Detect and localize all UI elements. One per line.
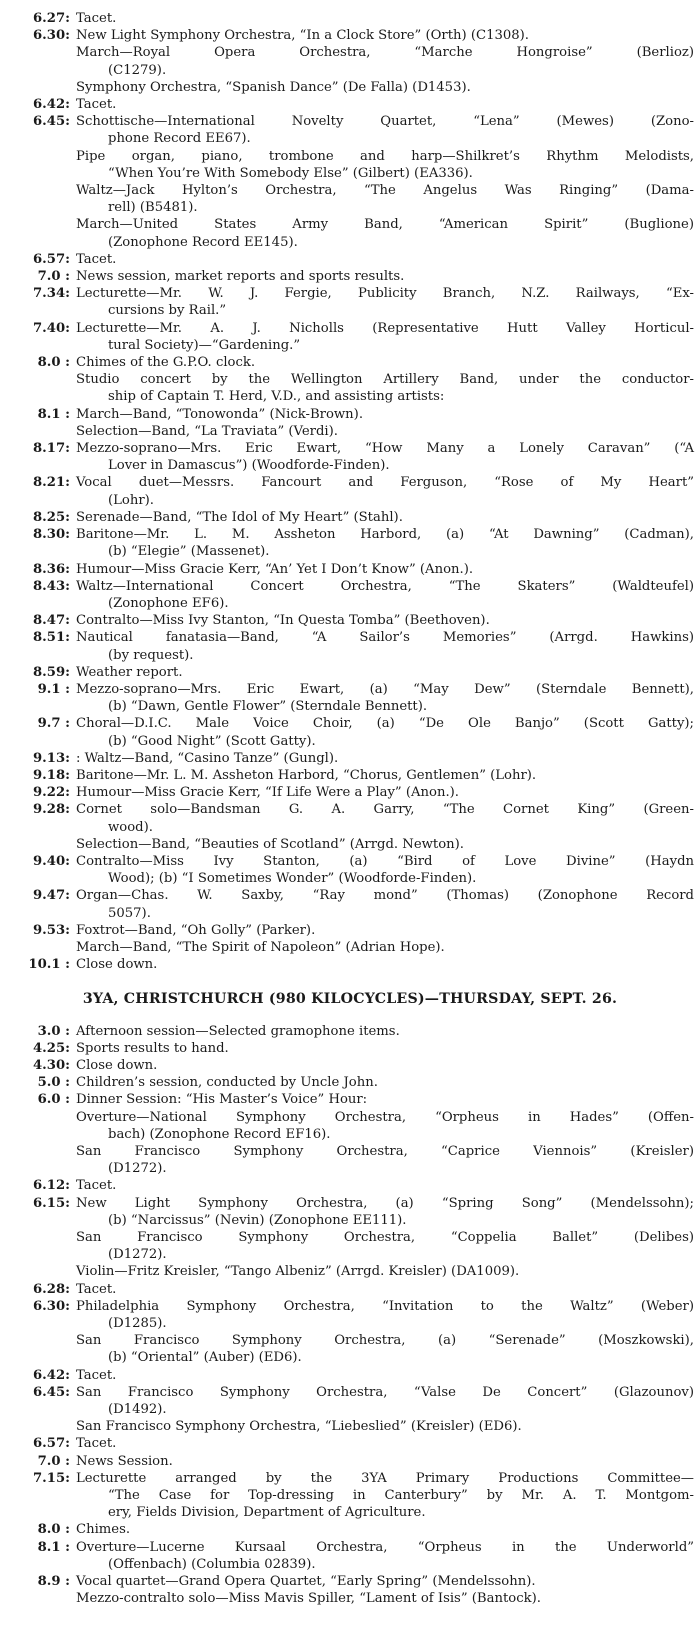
entry-line: Organ—Chas. W. Saxby, “Ray mond” (Thomas) (Zonophone Record — [76, 888, 694, 904]
entry-line: Baritone—Mr. L. M. Assheton Harbord, “Chorus, Gentlemen” (Lohr). — [76, 767, 537, 783]
program-entry — [6, 320, 694, 354]
entry-line: Chimes. — [76, 1522, 131, 1538]
entry-line: Children’s session, conducted by Uncle John. — [76, 1075, 378, 1091]
entry-body — [76, 578, 694, 612]
entry-body — [76, 1298, 694, 1367]
entry-line: “When You’re With Somebody Else” (Gilbert) (EA336). — [108, 165, 473, 181]
entry-line: Cornet solo—Bandsman G. A. Garry, “The Cornet King” (Green- — [76, 802, 694, 818]
program-entry — [6, 681, 694, 715]
entry-time: 7.15: — [33, 1470, 70, 1486]
entry-line: Close down. — [76, 957, 158, 973]
entry-line: San Francisco Symphony Orchestra, (a) “Serenade” (Moszkowski), — [76, 1333, 694, 1349]
entry-time: 6.30: — [33, 1298, 70, 1314]
entry-time: 8.36: — [33, 561, 70, 577]
entry-line: (b) “Narcissus” (Nevin) (Zonophone EE111). — [108, 1212, 407, 1228]
entry-time: 3.0 : — [37, 1023, 70, 1039]
entry-body — [76, 1057, 694, 1074]
entry-body — [76, 268, 694, 285]
entry-body — [76, 526, 694, 560]
entry-time: 9.40: — [33, 853, 70, 869]
entry-body — [76, 320, 694, 354]
program-entry — [6, 1539, 694, 1573]
program-entry — [6, 27, 694, 96]
program-entry — [6, 1040, 694, 1057]
program-entry — [6, 251, 694, 268]
entry-line: Studio concert by the Wellington Artillery Band, under the conductor- — [76, 372, 694, 388]
entry-line: Baritone—Mr. L. M. Assheton Harbord, (a) “At Dawning” (Cadman), — [76, 527, 694, 543]
entry-line: Violin—Fritz Kreisler, “Tango Albeniz” (Arrgd. Kreisler) (DA1009). — [76, 1264, 520, 1280]
entry-line: March—Band, “The Spirit of Napoleon” (Adrian Hope). — [76, 939, 445, 955]
entry-time: 7.34: — [33, 286, 70, 302]
entry-body — [76, 956, 694, 973]
entry-body — [76, 10, 694, 27]
entry-line: bach) (Zonophone Record EF16). — [108, 1126, 331, 1142]
entry-body — [76, 664, 694, 681]
entry-body — [76, 1281, 694, 1298]
program-entry — [6, 1195, 694, 1281]
entry-body — [76, 612, 694, 629]
program-entry — [6, 561, 694, 578]
entry-time: 8.21: — [33, 475, 70, 491]
entry-line: March—Band, “Tonowonda” (Nick-Brown). — [76, 406, 364, 422]
entry-line: Weather report. — [76, 664, 183, 680]
entry-time: 6.57: — [33, 1436, 70, 1452]
entry-time: 6.45: — [33, 1384, 70, 1400]
entry-time: 9.1 : — [37, 681, 70, 697]
entry-line: (Zonophone Record EE145). — [108, 234, 298, 250]
entry-line: wood). — [108, 819, 153, 835]
entry-body — [76, 1177, 694, 1194]
entry-time: 9.22: — [33, 785, 70, 801]
entry-time: 9.18: — [33, 767, 70, 783]
entry-time: 6.57: — [33, 251, 70, 267]
program-entry — [6, 767, 694, 784]
program-entry — [6, 474, 694, 508]
program-entry — [6, 1281, 694, 1298]
program-entry — [6, 578, 694, 612]
entry-line: Waltz—International Concert Orchestra, “The Skaters” (Waldteufel) — [76, 578, 694, 594]
entry-time: 6.12: — [33, 1178, 70, 1194]
entry-time: 6.28: — [33, 1281, 70, 1297]
program-entry — [6, 887, 694, 921]
entry-line: (D1492). — [108, 1402, 167, 1418]
entry-line: Tacet. — [76, 1367, 117, 1383]
entry-line: Lecturette—Mr. A. J. Nicholls (Representative Hutt Valley Horticul- — [76, 320, 694, 336]
program-entry — [6, 715, 694, 749]
entry-line: (D1272). — [108, 1247, 167, 1263]
entry-line: Tacet. — [76, 251, 117, 267]
entry-time: 5.0 : — [37, 1075, 70, 1091]
entry-line: San Francisco Symphony Orchestra, “Coppelia Ballet” (Delibes) — [76, 1230, 694, 1246]
entry-body — [76, 1573, 694, 1607]
entry-line: phone Record EE67). — [108, 131, 251, 147]
entry-line: Selection—Band, “La Traviata” (Verdi). — [76, 423, 338, 439]
program-entry — [6, 956, 694, 973]
entry-line: (b) “Good Night” (Scott Gatty). — [108, 733, 316, 749]
program-list-wellington — [6, 10, 694, 973]
entry-body — [76, 27, 694, 96]
entry-time: 9.53: — [33, 922, 70, 938]
entry-time: 9.28: — [33, 802, 70, 818]
entry-line: Wood); (b) “I Sometimes Wonder” (Woodforde-Finden). — [108, 871, 477, 887]
entry-body — [76, 767, 694, 784]
program-entry — [6, 354, 694, 406]
entry-time: 7.0 : — [37, 1453, 70, 1469]
entry-body — [76, 1023, 694, 1040]
entry-body — [76, 1195, 694, 1281]
entry-body — [76, 715, 694, 749]
entry-body — [76, 1384, 694, 1436]
entry-line: 5057). — [108, 905, 151, 921]
entry-time: 8.59: — [33, 664, 70, 680]
entry-line: : Waltz—Band, “Casino Tanze” (Gungl). — [76, 750, 339, 766]
entry-body — [76, 853, 694, 887]
entry-line: Tacet. — [76, 1178, 117, 1194]
entry-body — [76, 629, 694, 663]
entry-line: Lecturette arranged by the 3YA Primary Productions Committee— — [76, 1470, 694, 1486]
program-entry — [6, 440, 694, 474]
program-entry — [6, 784, 694, 801]
entry-line: Vocal quartet—Grand Opera Quartet, “Early Spring” (Mendelssohn). — [76, 1574, 536, 1590]
entry-body — [76, 354, 694, 406]
entry-line: (D1285). — [108, 1316, 167, 1332]
entry-time: 4.30: — [33, 1057, 70, 1073]
program-entry — [6, 750, 694, 767]
entry-line: Waltz—Jack Hylton’s Orchestra, “The Angelus Was Ringing” (Dama- — [76, 183, 694, 199]
entry-line: (b) “Oriental” (Auber) (ED6). — [108, 1350, 302, 1366]
entry-line: New Light Symphony Orchestra, (a) “Spring Song” (Mendelssohn); — [76, 1195, 694, 1211]
entry-body — [76, 96, 694, 113]
entry-body — [76, 1470, 694, 1522]
entry-line: Symphony Orchestra, “Spanish Dance” (De Falla) (D1453). — [76, 79, 471, 95]
entry-line: “The Case for Top-dressing in Canterbury” by Mr. A. T. Montgom- — [108, 1488, 694, 1504]
program-entry — [6, 1177, 694, 1194]
entry-line: Chimes of the G.P.O. clock. — [76, 355, 256, 371]
entry-body — [76, 750, 694, 767]
program-entry — [6, 1023, 694, 1040]
entry-line: (b) “Dawn, Gentle Flower” (Sterndale Bennett). — [108, 699, 428, 715]
entry-body — [76, 681, 694, 715]
program-entry — [6, 629, 694, 663]
program-entry — [6, 801, 694, 853]
entry-line: Contralto—Miss Ivy Stanton, (a) “Bird of Love Divine” (Haydn — [76, 853, 694, 869]
entry-line: Humour—Miss Gracie Kerr, “If Life Were a Play” (Anon.). — [76, 785, 459, 801]
program-entry — [6, 509, 694, 526]
entry-line: Close down. — [76, 1057, 158, 1073]
entry-time: 7.40: — [33, 320, 70, 336]
entry-body — [76, 474, 694, 508]
program-entry — [6, 268, 694, 285]
entry-line: Schottische—International Novelty Quartet, “Lena” (Mewes) (Zono- — [76, 114, 694, 130]
section-heading: 3YA, CHRISTCHURCH (980 KILOCYCLES)—THURSDAY, SEPT. 26. — [82, 991, 618, 1008]
program-entry — [6, 1453, 694, 1470]
entry-line: tural Society)—“Gardening.” — [108, 337, 301, 353]
entry-line: Vocal duet—Messrs. Fancourt and Ferguson, “Rose of My Heart” — [76, 475, 694, 491]
entry-body — [76, 561, 694, 578]
entry-body — [76, 1091, 694, 1177]
entry-line: San Francisco Symphony Orchestra, “Liebeslied” (Kreisler) (ED6). — [76, 1419, 522, 1435]
program-entry — [6, 1470, 694, 1522]
program-entry — [6, 285, 694, 319]
entry-line: Contralto—Miss Ivy Stanton, “In Questa Tomba” (Beethoven). — [76, 613, 490, 629]
entry-line: News session, market reports and sports results. — [76, 269, 405, 285]
entry-line: Mezzo-soprano—Mrs. Eric Ewart, (a) “May Dew” (Sterndale Bennett), — [76, 681, 694, 697]
entry-body — [76, 1521, 694, 1538]
entry-time: 8.30: — [33, 527, 70, 543]
entry-line: Nautical fanatasia—Band, “A Sailor’s Memories” (Arrgd. Hawkins) — [76, 630, 694, 646]
entry-body — [76, 1074, 694, 1091]
entry-line: Selection—Band, “Beauties of Scotland” (Arrgd. Newton). — [76, 836, 464, 852]
entry-time: 10.1 : — [28, 957, 70, 973]
entry-line: (C1279). — [108, 62, 167, 78]
entry-time: 7.0 : — [37, 269, 70, 285]
program-entry — [6, 10, 694, 27]
entry-line: Humour—Miss Gracie Kerr, “An’ Yet I Don’t Know” (Anon.). — [76, 561, 474, 577]
entry-line: Afternoon session—Selected gramophone items. — [76, 1023, 400, 1039]
entry-body — [76, 509, 694, 526]
program-entry — [6, 1384, 694, 1436]
entry-line: San Francisco Symphony Orchestra, “Caprice Viennois” (Kreisler) — [76, 1144, 694, 1159]
program-entry — [6, 922, 694, 956]
entry-time: 8.0 : — [37, 355, 70, 371]
entry-line: (D1272). — [108, 1161, 167, 1177]
entry-line: Serenade—Band, “The Idol of My Heart” (Stahl). — [76, 509, 403, 525]
entry-body — [76, 922, 694, 956]
entry-body — [76, 440, 694, 474]
entry-time: 8.51: — [33, 630, 70, 646]
program-entry — [6, 1367, 694, 1384]
entry-time: 6.42: — [33, 1367, 70, 1383]
entry-time: 9.7 : — [37, 716, 70, 732]
entry-body — [76, 887, 694, 921]
entry-line: Foxtrot—Band, “Oh Golly” (Parker). — [76, 922, 316, 938]
entry-time: 8.25: — [33, 509, 70, 525]
entry-time: 6.0 : — [37, 1092, 70, 1108]
entry-time: 9.47: — [33, 888, 70, 904]
entry-line: rell) (B5481). — [108, 200, 198, 216]
entry-time: 6.45: — [33, 114, 70, 130]
entry-body — [76, 406, 694, 440]
entry-line: (Zonophone EF6). — [108, 595, 229, 611]
entry-line: Tacet. — [76, 1281, 117, 1297]
entry-line: Overture—Lucerne Kursaal Orchestra, “Orpheus in the Underworld” — [76, 1539, 694, 1555]
entry-time: 6.42: — [33, 97, 70, 113]
entry-line: (Offenbach) (Columbia 02839). — [108, 1556, 316, 1572]
entry-line: Tacet. — [76, 11, 117, 26]
entry-line: March—United States Army Band, “American Spirit” (Buglione) — [76, 217, 694, 233]
program-entry — [6, 1057, 694, 1074]
entry-body — [76, 1453, 694, 1470]
entry-line: Sports results to hand. — [76, 1040, 229, 1056]
entry-time: 8.0 : — [37, 1522, 70, 1538]
entry-time: 6.15: — [33, 1195, 70, 1211]
program-entry — [6, 526, 694, 560]
entry-line: Overture—National Symphony Orchestra, “Orpheus in Hades” (Offen- — [76, 1109, 694, 1125]
entry-line: Tacet. — [76, 1436, 117, 1452]
entry-time: 9.13: — [33, 750, 70, 766]
program-list-christchurch — [6, 1023, 694, 1608]
entry-line: (b) “Elegie” (Massenet). — [108, 544, 270, 560]
entry-time: 8.1 : — [37, 406, 70, 422]
program-entry — [6, 1435, 694, 1452]
entry-line: (by request). — [108, 647, 194, 663]
entry-line: Tacet. — [76, 97, 117, 113]
entry-line: San Francisco Symphony Orchestra, “Valse De Concert” (Glazounov) — [76, 1384, 694, 1400]
program-entry — [6, 1521, 694, 1538]
entry-line: Philadelphia Symphony Orchestra, “Invitation to the Waltz” (Weber) — [76, 1298, 694, 1314]
program-entry — [6, 1074, 694, 1091]
entry-line: March—Royal Opera Orchestra, “Marche Hongroise” (Berlioz) — [76, 45, 694, 61]
entry-line: Lecturette—Mr. W. J. Fergie, Publicity Branch, N.Z. Railways, “Ex- — [76, 286, 694, 302]
entry-body — [76, 285, 694, 319]
entry-body — [76, 1435, 694, 1452]
entry-line: Mezzo-soprano—Mrs. Eric Ewart, “How Many a Lonely Caravan” (“A — [76, 441, 694, 457]
program-entry — [6, 612, 694, 629]
entry-body — [76, 1367, 694, 1384]
entry-line: (Lohr). — [108, 492, 154, 508]
entry-time: 8.9 : — [37, 1574, 70, 1590]
program-entry — [6, 406, 694, 440]
entry-time: 4.25: — [33, 1040, 70, 1056]
program-entry — [6, 113, 694, 251]
program-entry — [6, 1298, 694, 1367]
entry-body — [76, 784, 694, 801]
entry-line: Lover in Damascus”) (Woodforde-Finden). — [108, 458, 390, 474]
entry-body — [76, 113, 694, 251]
entry-time: 8.1 : — [37, 1539, 70, 1555]
entry-body — [76, 801, 694, 853]
entry-line: Mezzo-contralto solo—Miss Mavis Spiller, “Lament of Isis” (Bantock). — [76, 1591, 541, 1607]
program-entry — [6, 1573, 694, 1607]
program-entry — [6, 96, 694, 113]
entry-time: 8.47: — [33, 613, 70, 629]
program-entry — [6, 664, 694, 681]
entry-line: Dinner Session: “His Master’s Voice” Hour: — [76, 1092, 368, 1108]
entry-time: 6.30: — [33, 28, 70, 44]
entry-body — [76, 251, 694, 268]
entry-body — [76, 1040, 694, 1057]
entry-line: ery, Fields Division, Department of Agriculture. — [108, 1505, 426, 1521]
entry-body — [76, 1539, 694, 1573]
program-entry — [6, 1091, 694, 1177]
entry-line: cursions by Rail.” — [108, 303, 227, 319]
entry-time: 6.27: — [33, 11, 70, 26]
entry-line: Choral—D.I.C. Male Voice Choir, (a) “De Ole Banjo” (Scott Gatty); — [76, 716, 694, 732]
entry-line: Pipe organ, piano, trombone and harp—Shilkret’s Rhythm Melodists, — [76, 148, 694, 164]
entry-time: 8.43: — [33, 578, 70, 594]
program-entry — [6, 853, 694, 887]
entry-line: ship of Captain T. Herd, V.D., and assisting artists: — [108, 389, 445, 405]
entry-time: 8.17: — [33, 441, 70, 457]
entry-line: News Session. — [76, 1453, 173, 1469]
entry-line: New Light Symphony Orchestra, “In a Clock Store” (Orth) (C1308). — [76, 28, 529, 44]
